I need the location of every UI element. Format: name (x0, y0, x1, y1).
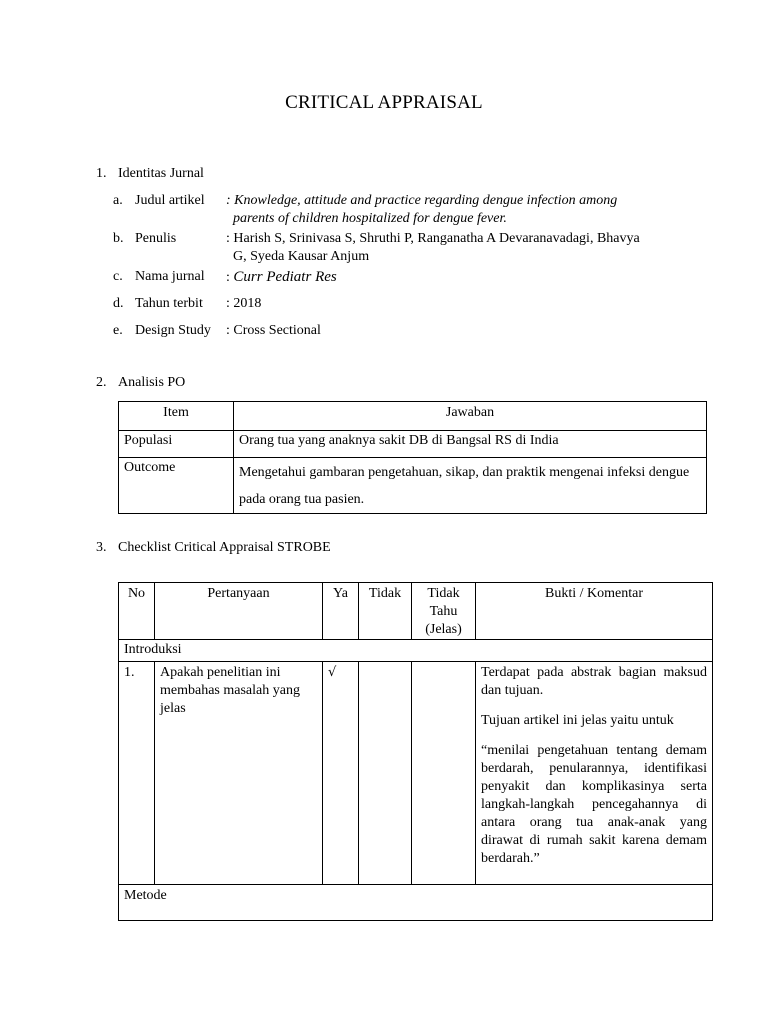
field-letter: b. (113, 231, 124, 246)
field-letter: c. (113, 269, 123, 284)
authors-line-1: : Harish S, Srinivasa S, Shruthi P, Ranganatha A Devaranavadagi, Bhavya (226, 231, 640, 246)
header-tidak: Tidak (359, 583, 412, 640)
section-checklist-strobe (96, 539, 331, 557)
strobe-table (118, 582, 713, 921)
po-header-jawaban: Jawaban (234, 402, 707, 431)
document-title: CRITICAL APPRAISAL (285, 92, 483, 113)
question-number: 1. (119, 662, 155, 885)
bukti-cell (476, 662, 713, 885)
checkmark-ya: √ (323, 662, 359, 885)
section-label: Introduksi (119, 640, 713, 662)
header-no: No (119, 583, 155, 640)
header-pertanyaan: Pertanyaan (155, 583, 323, 640)
title-line-1: : Knowledge, attitude and practice regarding dengue infection among (226, 193, 618, 208)
header-tidak-tahu: Tidak Tahu (Jelas) (412, 583, 476, 640)
cell-tidak-tahu (412, 662, 476, 885)
po-table (118, 401, 707, 514)
field-label: Penulis (135, 231, 177, 246)
bukti-paragraph: Tujuan artikel ini jelas yaitu untuk (481, 713, 674, 728)
field-value (226, 230, 696, 266)
bukti-paragraph: Terdapat pada abstrak bagian maksud dan tujuan. (481, 665, 707, 698)
section-heading: Checklist Critical Appraisal STROBE (118, 540, 331, 555)
field-label: Nama jurnal (135, 269, 205, 284)
section-number: 1. (96, 166, 107, 181)
field-letter: e. (113, 323, 123, 338)
bukti-quote: “menilai pengetahuan tentang demam berdarah, penularannya, identifikasi penyakit dan komplikasinya serta langkah-langkah pencegahannya di antara orang tua anak-anak yang dirawat di rumah sakit karena demam berdarah.” (481, 743, 707, 866)
field-value (226, 268, 696, 287)
section-label: Metode (119, 885, 713, 921)
field-letter: d. (113, 296, 124, 311)
section-number: 3. (96, 540, 107, 555)
header-ya: Ya (323, 583, 359, 640)
po-row-outcome (119, 458, 707, 514)
question-text: Apakah penelitian ini membahas masalah yang jelas (155, 662, 323, 885)
section-heading: Identitas Jurnal (118, 166, 204, 181)
field-value (226, 192, 696, 228)
po-jawaban: Mengetahui gambaran pengetahuan, sikap, dan praktik mengenai infeksi dengue pada orang tua pasien. (234, 458, 707, 514)
field-label: Design Study (135, 323, 211, 338)
po-item: Outcome (119, 458, 234, 514)
strobe-header-row (119, 583, 713, 640)
po-header-row (119, 402, 707, 431)
field-letter: a. (113, 193, 123, 208)
po-row-populasi (119, 431, 707, 458)
journal-name: Curr Pediatr Res (233, 269, 337, 285)
cell-tidak (359, 662, 412, 885)
po-item: Populasi (119, 431, 234, 458)
section-number: 2. (96, 375, 107, 390)
section-analisis-po (96, 374, 185, 392)
header-bukti: Bukti / Komentar (476, 583, 713, 640)
po-jawaban: Orang tua yang anaknya sakit DB di Bangsal RS di India (234, 431, 707, 458)
authors-line-2: G, Syeda Kausar Anjum (233, 249, 370, 264)
field-label: Judul artikel (135, 193, 205, 208)
question-row (119, 662, 713, 885)
section-identitas-jurnal (96, 165, 204, 183)
value-prefix: : (226, 270, 234, 285)
field-label: Tahun terbit (135, 296, 203, 311)
section-row-metode (119, 885, 713, 921)
field-value: : 2018 (226, 296, 262, 311)
field-value: : Cross Sectional (226, 323, 321, 338)
title-line-2: parents of children hospitalized for dengue fever. (233, 211, 507, 226)
po-header-item: Item (119, 402, 234, 431)
section-row-introduksi (119, 640, 713, 662)
section-heading: Analisis PO (118, 375, 186, 390)
